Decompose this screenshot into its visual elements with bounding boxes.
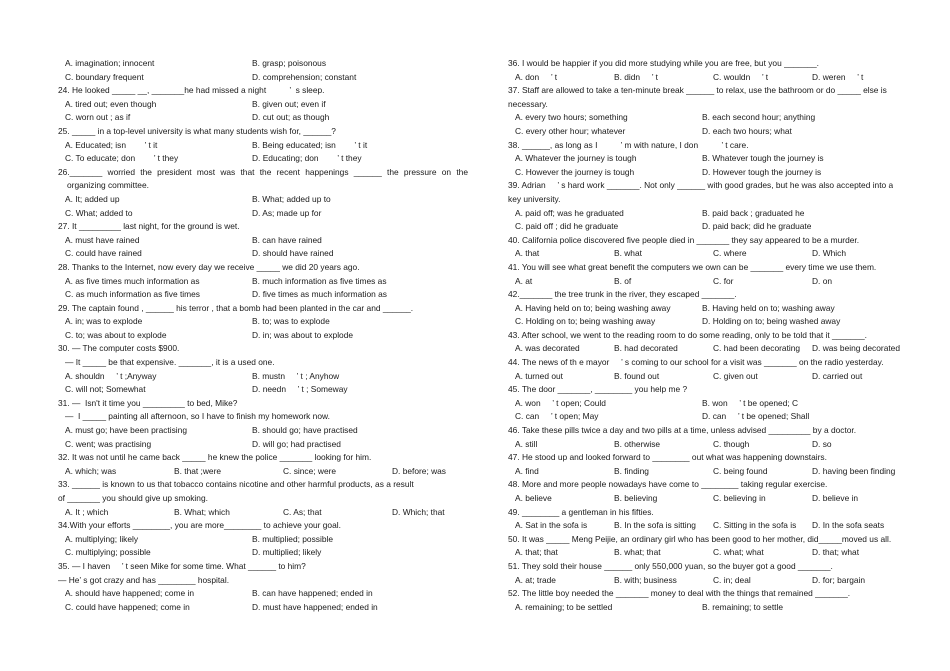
answer-options-row (58, 288, 468, 302)
question-text: 49. ________ a gentleman in his fifties. (508, 506, 654, 517)
question-text: 29. The captain found , ______ his terror , that a bomb had been planted in the car and ______. (58, 302, 414, 313)
answer-option: A. find (515, 465, 539, 476)
answer-options-row (58, 438, 468, 452)
answer-option: A. tired out; even though (65, 98, 157, 109)
question-text: 25. _____ in a top-level university is what many students wish for, ______? (58, 125, 336, 136)
answer-option: C. what; what (713, 547, 764, 558)
answer-option: A. paid off; was he graduated (515, 207, 624, 218)
answer-option: A. in; was to explode (65, 316, 143, 327)
answer-option: A. multiplying; likely (65, 533, 139, 544)
answer-options-row (508, 546, 893, 560)
answer-options-row (508, 220, 893, 234)
answer-option: D. on (812, 275, 833, 286)
answer-option: B. what (614, 248, 642, 259)
answer-options-row (508, 315, 893, 329)
answer-option: B. multiplied; possible (252, 533, 333, 544)
answer-option: A. It; added up (65, 193, 120, 204)
answer-option: D. Which (812, 248, 846, 259)
answer-options-row (58, 465, 468, 479)
answer-option: C. though (713, 438, 750, 449)
answer-options-row (58, 506, 468, 520)
answer-option: D. that; what (812, 547, 860, 558)
answer-option: C. to; was about to explode (65, 329, 167, 340)
question-text: 42._______ the tree trunk in the river, they escaped _______. (508, 289, 737, 300)
answer-option: C. Sitting in the sofa is (713, 520, 797, 531)
answer-option: D. multiplied; likely (252, 547, 322, 558)
question-text: — I _____ painting all afternoon, so I have to finish my homework now. (65, 411, 330, 422)
answer-option: B. remaining; to settle (702, 601, 783, 612)
answer-option: D. so (812, 438, 832, 449)
question-text: 35. — I haven ’ t seen Mike for some time. What ______ to him? (58, 560, 306, 571)
answer-options-row (58, 370, 468, 384)
answer-option: D. having been finding (812, 465, 896, 476)
question-text: 44. The news of th e mayor ’ s coming to our school for a visit was _______ on the radio yesterday. (508, 357, 884, 368)
answer-options-row (508, 574, 893, 588)
answer-options-row (58, 139, 468, 153)
answer-option: B. with; business (614, 574, 677, 585)
answer-option: A. at (515, 275, 533, 286)
answer-option: B. had decorated (614, 343, 678, 354)
answer-options-row (58, 98, 468, 112)
answer-option: C. in; deal (713, 574, 751, 585)
question-text: — It _____ be that expensive. _______, it is a used one. (65, 357, 275, 368)
answer-options-row (508, 465, 896, 479)
answer-option: B. In the sofa is sitting (614, 520, 696, 531)
answer-options-row (508, 166, 893, 180)
answer-option: A. which; was (65, 465, 117, 476)
question-text: 39. Adrian ’ s hard work _______. Not only ______ with good grades, but he was also accepted into a (508, 180, 893, 191)
question-text: 33. ______ is known to us that tobacco contains nicotine and other harmful products, as a result (58, 479, 414, 490)
answer-option: B. can have rained (252, 234, 322, 245)
question-text: 27. It _________ last night, for the ground is wet. (58, 221, 240, 232)
answer-option: C. went; was practising (65, 438, 152, 449)
answer-option: A. imagination; innocent (65, 58, 155, 68)
question-text: key university. (508, 193, 561, 204)
answer-option: B. What; added up to (252, 193, 331, 204)
answer-options-row (508, 275, 893, 289)
answer-options-row (58, 207, 468, 221)
answer-option: A. Having held on to; being washing away (515, 302, 671, 313)
answer-option: C. given out (713, 370, 758, 381)
answer-option: D. comprehension; constant (252, 71, 357, 82)
answer-option: D. five times as much information as (252, 289, 387, 300)
answer-option: A. Whatever the journey is tough (515, 153, 637, 164)
answer-option: C. could have rained (65, 248, 142, 259)
answer-options-row (508, 111, 893, 125)
question-text: 32. It was not until he came back _____ he knew the police _______ looking for him. (58, 452, 372, 463)
answer-option: B. given out; even if (252, 98, 326, 109)
question-text: 24. He looked _____ __, _______he had missed a night ’ s sleep. (58, 85, 325, 96)
answer-option: B. of (614, 275, 632, 286)
answer-options-row (508, 247, 893, 261)
answer-option: C. To educate; don ’ t they (65, 153, 179, 164)
answer-option: B. mustn ’ t ; Anyhow (252, 370, 340, 381)
answer-option: C. paid off ; did he graduate (515, 221, 619, 232)
answer-options-row (58, 71, 468, 85)
answer-option: B. grasp; poisonous (252, 58, 327, 68)
answer-option: D. In the sofa seats (812, 520, 885, 531)
answer-option: C. boundary frequent (65, 71, 144, 82)
answer-option: C. could have happened; come in (65, 601, 190, 612)
answer-option: B. believing (614, 493, 658, 503)
answer-option: D. was being decorated (812, 343, 900, 354)
answer-option: D. should have rained (252, 248, 334, 259)
question-text: organizing committee. (67, 180, 149, 191)
answer-option: C. every other hour; whatever (515, 125, 626, 136)
answer-options-row (58, 315, 468, 329)
question-text: 45. The door _______, ________ you help me ? (508, 384, 688, 395)
answer-option: C. believing in (713, 493, 766, 503)
answer-options-row (508, 207, 893, 221)
answer-options-row (58, 111, 468, 125)
answer-options-row (508, 438, 893, 452)
answer-option: B. much information as five times as (252, 275, 387, 286)
answer-options-row (58, 587, 468, 601)
question-text: of _______ you should give up smoking. (58, 493, 208, 503)
answer-option: B. Having held on to; washing away (702, 302, 835, 313)
answer-options-row (508, 342, 900, 356)
answer-options-row (58, 424, 468, 438)
answer-options-row (58, 234, 468, 248)
answer-options-row (508, 71, 893, 85)
question-text: 40. California police discovered five people died in _______ they say appeared to be a murder. (508, 234, 860, 245)
answer-option: B. What; which (174, 506, 230, 517)
answer-option: C. wouldn ’ t (713, 71, 769, 82)
answer-option: B. Whatever tough the journey is (702, 153, 824, 164)
answer-options-row (58, 247, 468, 261)
answer-option: A. believe (515, 493, 552, 503)
answer-option: A. that (515, 248, 540, 259)
answer-option: A. must go; have been practising (65, 425, 187, 436)
answer-option: C. worn out ; as if (65, 112, 131, 123)
answer-option: A. at; trade (515, 574, 556, 585)
answer-option: D. Holding on to; being washed away (702, 316, 841, 327)
question-text: 41. You will see what great benefit the computers we own can be _______ every time we use them. (508, 261, 877, 272)
answer-option: B. that ;were (174, 465, 222, 476)
answer-option: A. shouldn ’ t ;Anyway (65, 370, 157, 381)
answer-option: C. had been decorating (713, 343, 801, 354)
answer-option: B. each second hour; anything (702, 112, 816, 123)
answer-option: A. should have happened; come in (65, 588, 194, 599)
answer-option: B. found out (614, 370, 660, 381)
answer-options-row (58, 152, 468, 166)
question-text: 38. ______, as long as I ’ m with nature, I don ’ t care. (508, 139, 749, 150)
answer-option: B. didn ’ t (614, 71, 658, 82)
answer-option: C. As; that (283, 506, 322, 517)
answer-option: A. every two hours; something (515, 112, 628, 123)
answer-option: C. However the journey is tough (515, 166, 635, 177)
answer-options-row (508, 397, 893, 411)
answer-option: A. was decorated (515, 343, 580, 354)
answer-options-row (58, 275, 468, 289)
answer-option: A. turned out (515, 370, 563, 381)
answer-option: C. since; were (283, 465, 337, 476)
answer-option: A. still (515, 438, 538, 449)
question-text: — He’ s got crazy and has ________ hospital. (58, 574, 230, 585)
answer-options-row (508, 492, 893, 506)
question-text: 51. They sold their house ______ only 550,000 yuan, so the buyer got a good _______. (508, 560, 833, 571)
answer-option: A. Sat in the sofa is (515, 520, 588, 531)
answer-option: A. as five times much information as (65, 275, 200, 286)
answer-option: D. needn ’ t ; Someway (252, 384, 348, 395)
answer-option: D. each two hours; what (702, 125, 792, 136)
answer-option: B. paid back ; graduated he (702, 207, 805, 218)
answer-options-row (508, 601, 893, 615)
answer-option: A. It ; which (65, 506, 109, 517)
question-text: 47. He stood up and looked forward to ________ out what was happening downstairs. (508, 452, 827, 463)
answer-option: D. carried out (812, 370, 863, 381)
answer-option: B. finding (614, 465, 649, 476)
answer-option: D. Which; that (392, 506, 445, 517)
question-text: 37. Staff are allowed to take a ten-minute break ______ to relax, use the bathroom or do _____ else is (508, 85, 887, 96)
answer-option: C. will not; Somewhat (65, 384, 146, 395)
answer-option: A. don ’ t (515, 71, 558, 82)
answer-option: A. Educated; isn ’ t it (65, 139, 158, 150)
question-text: 46. Take these pills twice a day and two pills at a time, unless advised _________ by a doctor. (508, 425, 857, 436)
answer-options-row (508, 125, 893, 139)
answer-options-row (508, 519, 893, 533)
answer-option: B. what; that (614, 547, 661, 558)
answer-option: D. for; bargain (812, 574, 866, 585)
question-text: 30. — The computer costs $900. (58, 343, 180, 354)
answer-option: D. can ’ t be opened; Shall (702, 411, 810, 422)
answer-options-row (508, 302, 893, 316)
answer-option: D. in; was about to explode (252, 329, 354, 340)
answer-options-row (58, 57, 468, 71)
answer-option: A. that; that (515, 547, 558, 558)
question-text: necessary. (508, 98, 548, 109)
answer-option: B. to; was to explode (252, 316, 330, 327)
answer-option: C. where (713, 248, 747, 259)
question-text: 43. After school, we went to the reading room to do some reading, only to be told that it _______. (508, 329, 867, 340)
answer-option: D. before; was (392, 465, 446, 476)
question-text: 50. It was _____ Meng Peijie, an ordinary girl who has been good to her mother, did_____moved us all. (508, 533, 892, 544)
answer-option: B. can have happened; ended in (252, 588, 373, 599)
question-text: 36. I would be happier if you did more studying while you are free, but you _______. (508, 58, 820, 68)
answer-option: C. What; added to (65, 207, 133, 218)
answer-option: A. won ’ t open; Could (515, 397, 606, 408)
answer-option: B. won ’ t be opened; C (702, 397, 799, 408)
question-text: 48. More and more people nowadays have come to ________ taking regular exercise. (508, 479, 828, 490)
answer-option: D. cut out; as though (252, 112, 330, 123)
left-column (58, 57, 468, 614)
question-text: 52. The little boy needed the _______ money to deal with the things that remained _______. (508, 588, 851, 599)
answer-options-row (58, 383, 468, 397)
answer-option: C. for (713, 275, 734, 286)
answer-option: C. as much information as five times (65, 289, 200, 300)
answer-option: D. must have happened; ended in (252, 601, 378, 612)
answer-option: B. Being educated; isn ’ t it (252, 139, 368, 150)
answer-option: A. remaining; to be settled (515, 601, 613, 612)
answer-option: D. weren ’ t (812, 71, 864, 82)
question-text: 31. — Isn't it time you _________ to bed, Mike? (58, 397, 238, 408)
question-text: 34.With your efforts ________, you are more________ to achieve your goal. (58, 520, 341, 531)
answer-option: D. paid back; did he graduate (702, 221, 812, 232)
question-text: 28. Thanks to the Internet, now every day we receive _____ we did 20 years ago. (58, 261, 360, 272)
answer-option: C. being found (713, 465, 768, 476)
answer-options-row (508, 410, 893, 424)
answer-options-row (58, 533, 468, 547)
answer-options-row (508, 370, 893, 384)
answer-option: D. However tough the journey is (702, 166, 822, 177)
answer-options-row (58, 546, 468, 560)
right-column (508, 57, 900, 614)
answer-option: D. As; made up for (252, 207, 322, 218)
answer-option: D. Educating; don ’ t they (252, 153, 362, 164)
question-text: 26._______ worried the president most was that the recent happenings ______ the pressure on the (58, 166, 468, 177)
answer-options-row (58, 193, 468, 207)
answer-option: C. multiplying; possible (65, 547, 151, 558)
answer-option: A. must have rained (65, 234, 140, 245)
answer-option: B. should go; have practised (252, 425, 358, 436)
answer-option: D. believe in (812, 493, 859, 503)
answer-option: B. otherwise (614, 438, 661, 449)
answer-options-row (508, 152, 893, 166)
answer-options-row (58, 329, 468, 343)
answer-option: C. can ’ t open; May (515, 411, 599, 422)
answer-option: C. Holding on to; being washing away (515, 316, 656, 327)
answer-option: D. will go; had practised (252, 438, 341, 449)
answer-options-row (58, 601, 468, 615)
